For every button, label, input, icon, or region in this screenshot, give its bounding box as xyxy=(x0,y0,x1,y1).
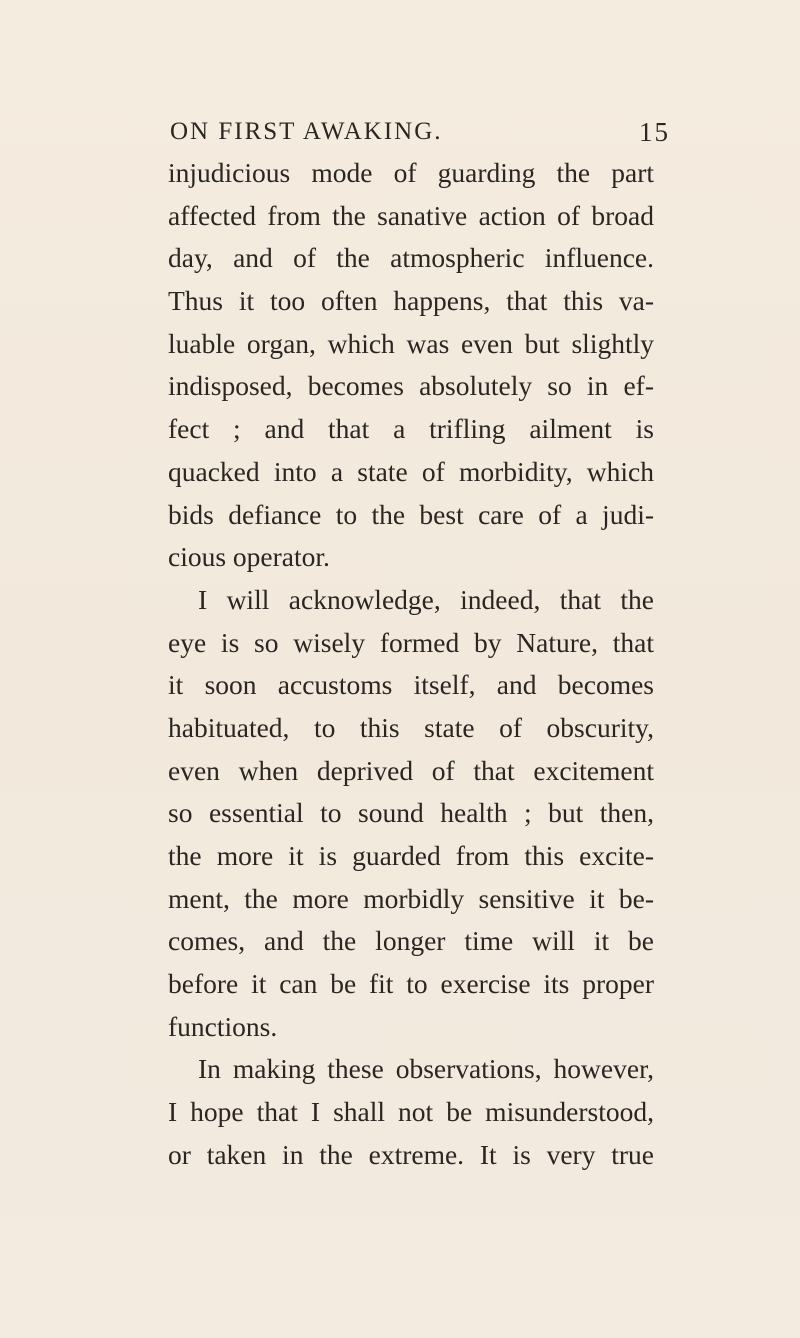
text-line: even when deprived of that excitement xyxy=(168,754,654,786)
paragraph-start-line: In making these observations, however, xyxy=(198,1053,654,1085)
text-line: so essential to sound health ; but then, xyxy=(168,797,654,829)
text-line: day, and of the atmospheric influence. xyxy=(168,242,654,274)
running-title: ON FIRST AWAKING. xyxy=(170,118,443,145)
text-line: quacked into a state of morbidity, which xyxy=(168,455,654,487)
text-line: functions. xyxy=(168,1010,278,1042)
text-line: comes, and the longer time will it be xyxy=(168,925,654,957)
text-line: indisposed, becomes absolutely so in ef- xyxy=(168,370,654,402)
text-line: Thus it too often happens, that this va- xyxy=(168,285,654,317)
text-line: fect ; and that a trifling ailment is xyxy=(168,413,654,445)
running-head xyxy=(170,112,670,152)
page-number: 15 xyxy=(639,117,670,147)
body-text xyxy=(168,152,654,1177)
text-line: or taken in the extreme. It is very true xyxy=(168,1138,654,1170)
text-line: luable organ, which was even but slightly xyxy=(168,327,654,359)
text-line: I hope that I shall not be misunderstood, xyxy=(168,1096,654,1128)
paragraph-start-line: I will acknowledge, indeed, that the xyxy=(198,583,654,615)
text-line: the more it is guarded from this excite- xyxy=(168,840,654,871)
text-line: eye is so wisely formed by Nature, that xyxy=(168,626,654,658)
text-line: injudicious mode of guarding the part xyxy=(168,157,654,188)
text-line: before it can be fit to exercise its proper xyxy=(168,968,654,1000)
text-line: bids defiance to the best care of a judi- xyxy=(168,498,654,530)
text-line: affected from the sanative action of broad xyxy=(168,199,654,231)
text-line: habituated, to this state of obscurity, xyxy=(168,711,654,743)
text-line: it soon accustoms itself, and becomes xyxy=(168,669,654,701)
text-line: ment, the more morbidly sensitive it be- xyxy=(168,882,654,914)
text-line: cious operator. xyxy=(168,541,330,573)
